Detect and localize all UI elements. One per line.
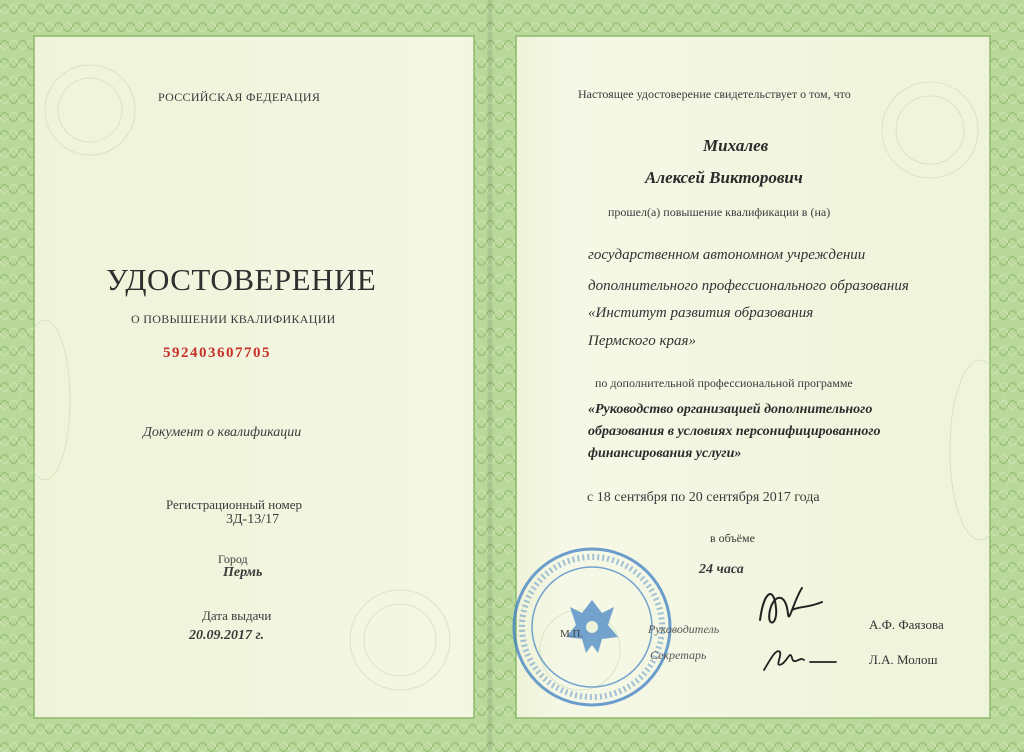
head-name: А.Ф. Фаязова bbox=[869, 617, 944, 632]
institution-line: государственном автономном учреждении bbox=[588, 247, 866, 263]
right-page bbox=[490, 0, 1024, 752]
volume-label: в объёме bbox=[710, 531, 755, 545]
head-role-label: Руководитель bbox=[648, 622, 720, 636]
program-label: по дополнительной профессиональной программе bbox=[595, 376, 853, 390]
training-period: с 18 сентября по 20 сентября 2017 года bbox=[587, 490, 820, 505]
secretary-role-label: Секретарь bbox=[650, 648, 707, 662]
holder-surname: Михалев bbox=[703, 136, 769, 155]
city-label: Город bbox=[218, 552, 248, 566]
registration-label: Регистрационный номер bbox=[166, 497, 302, 512]
secretary-name: Л.А. Молош bbox=[869, 652, 938, 667]
program-line: образования в условиях персонифицированного bbox=[588, 424, 881, 439]
document-subtitle: О ПОВЫШЕНИИ КВАЛИФИКАЦИИ bbox=[131, 312, 336, 326]
left-page bbox=[0, 0, 490, 752]
institution-line: «Институт развития образования bbox=[588, 305, 814, 321]
holder-given-names: Алексей Викторович bbox=[645, 168, 803, 187]
issue-date-value: 20.09.2017 г. bbox=[189, 628, 264, 643]
passed-text: прошел(а) повышение квалификации в (на) bbox=[608, 205, 831, 219]
city-value: Пермь bbox=[223, 565, 263, 580]
document-type: Документ о квалификации bbox=[143, 425, 302, 440]
registration-number: 3Д-13/17 bbox=[226, 512, 280, 527]
secretary-signature bbox=[760, 640, 840, 678]
head-signature bbox=[752, 580, 827, 638]
document-title: УДОСТОВЕРЕНИЕ bbox=[106, 262, 377, 297]
intro-text: Настоящее удостоверение свидетельствует о том, что bbox=[578, 87, 851, 101]
institution-line: дополнительного профессионального образования bbox=[588, 278, 909, 294]
serial-number: 592403607705 bbox=[163, 345, 271, 361]
country-label: РОССИЙСКАЯ ФЕДЕРАЦИЯ bbox=[158, 90, 321, 104]
stamp-mark-label: М.П. bbox=[560, 628, 584, 640]
institution-line: Пермского края» bbox=[588, 333, 697, 349]
program-line: финансирования услуги» bbox=[588, 446, 742, 461]
volume-value: 24 часа bbox=[699, 562, 744, 577]
program-line: «Руководство организацией дополнительного bbox=[588, 402, 873, 417]
issue-date-label: Дата выдачи bbox=[202, 608, 272, 623]
